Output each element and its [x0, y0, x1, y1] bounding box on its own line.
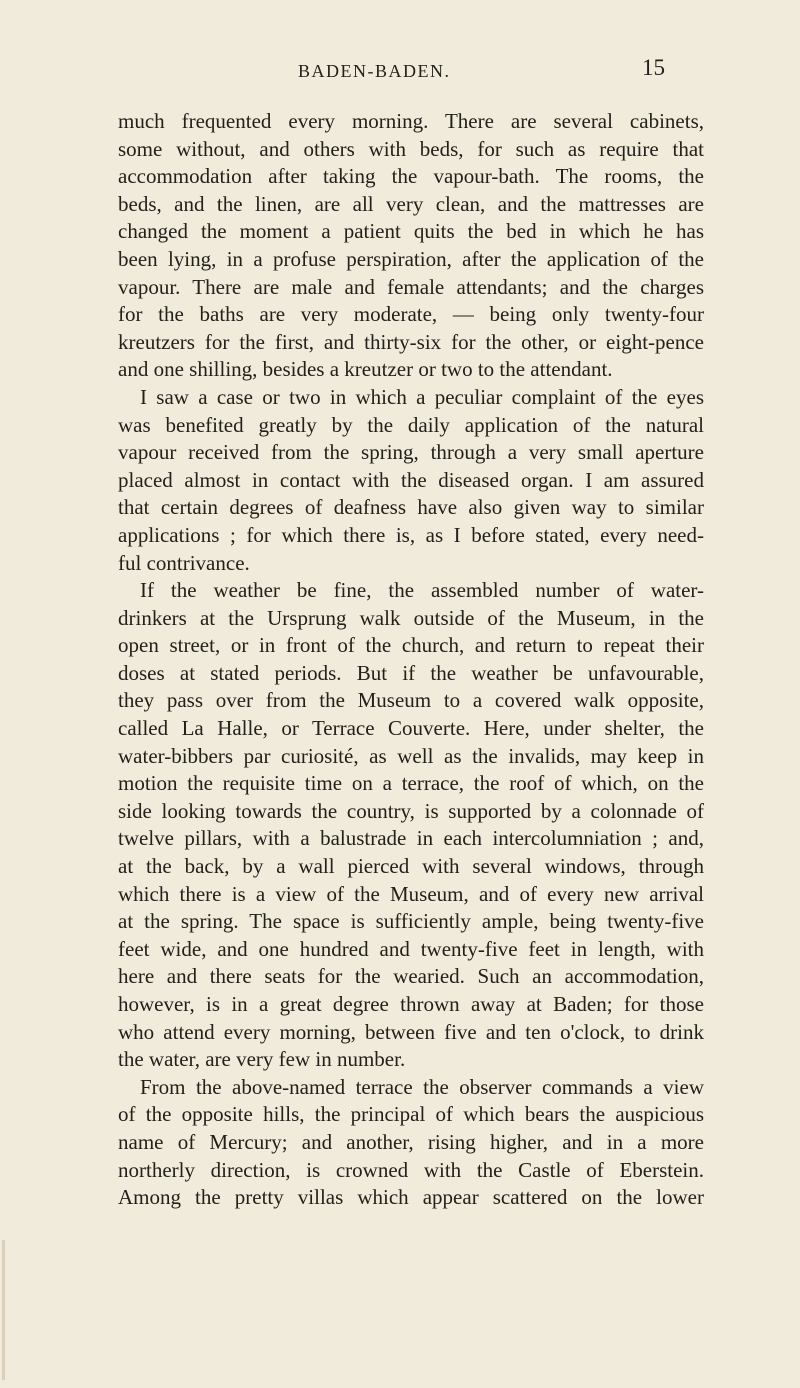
text-line: some without, and others with beds, for such as require that: [118, 136, 704, 161]
text-line: motion the requisite time on a terrace, the roof of which, on the: [118, 771, 704, 796]
body-text: [118, 108, 704, 1212]
text-line: applications ; for which there is, as I before stated, every need-: [118, 522, 704, 547]
text-line: northerly direction, is crowned with the Castle of Eberstein.: [118, 1157, 704, 1182]
text-line: beds, and the linen, are all very clean, and the mattresses are: [118, 191, 704, 216]
text-line: which there is a view of the Museum, and of every new arrival: [118, 881, 704, 906]
text-line: vapour. There are male and female attendants; and the charges: [118, 274, 704, 299]
text-line: and one shilling, besides a kreutzer or two to the attendant.: [118, 357, 613, 382]
text-line: water-bibbers par curiosité, as well as the invalids, may keep in: [118, 743, 704, 768]
text-line: vapour received from the spring, through a very small aperture: [118, 440, 704, 465]
text-line: From the above-named terrace the observer commands a view: [140, 1074, 704, 1099]
text-line: feet wide, and one hundred and twenty-five feet in length, with: [118, 936, 704, 961]
text-line: drinkers at the Ursprung walk outside of the Museum, in the: [118, 605, 704, 630]
text-line: they pass over from the Museum to a covered walk opposite,: [118, 688, 704, 713]
text-line: called La Halle, or Terrace Couverte. Here, under shelter, the: [118, 716, 704, 741]
running-head: BADEN-BADEN.: [298, 61, 451, 81]
text-line: I saw a case or two in which a peculiar complaint of the eyes: [140, 384, 704, 409]
text-line: open street, or in front of the church, and return to repeat their: [118, 633, 704, 658]
text-line: side looking towards the country, is supported by a colonnade of: [118, 798, 704, 823]
text-line: ful contrivance.: [118, 550, 250, 575]
text-line: however, is in a great degree thrown away at Baden; for those: [118, 992, 704, 1016]
text-line: for the baths are very moderate, — being only twenty-four: [118, 302, 704, 327]
text-line: name of Mercury; and another, rising higher, and in a more: [118, 1129, 704, 1154]
text-line: who attend every morning, between five and ten o'clock, to drink: [118, 1019, 704, 1044]
text-line: twelve pillars, with a balustrade in each intercolumniation ; and,: [118, 826, 704, 851]
text-line: Among the pretty villas which appear scattered on the lower: [118, 1185, 704, 1210]
text-line: that certain degrees of deafness have also given way to similar: [118, 495, 704, 520]
page-header: [118, 55, 798, 89]
text-line: much frequented every morning. There are several cabinets,: [118, 109, 704, 133]
text-line: here and there seats for the wearied. Such an accommodation,: [118, 964, 704, 989]
page-number: 15: [642, 55, 665, 80]
text-line: was benefited greatly by the daily application of the natural: [118, 412, 704, 437]
text-line: kreutzers for the first, and thirty-six for the other, or eight-pence: [118, 329, 704, 354]
page-edge-shadow: [2, 1240, 5, 1380]
text-line: placed almost in contact with the diseased organ. I am assured: [118, 467, 704, 492]
text-line: been lying, in a profuse perspiration, after the application of the: [118, 246, 704, 271]
text-line: changed the moment a patient quits the bed in which he has: [118, 219, 704, 244]
text-line: If the weather be fine, the assembled number of water-: [140, 578, 704, 603]
text-line: the water, are very few in number.: [118, 1047, 406, 1072]
text-line: at the spring. The space is sufficiently ample, being twenty-five: [118, 909, 704, 934]
text-line: accommodation after taking the vapour-bath. The rooms, the: [118, 164, 704, 189]
text-line: doses at stated periods. But if the weather be unfavourable,: [118, 660, 704, 685]
text-line: of the opposite hills, the principal of which bears the auspicious: [118, 1102, 704, 1127]
text-line: at the back, by a wall pierced with several windows, through: [118, 854, 704, 879]
